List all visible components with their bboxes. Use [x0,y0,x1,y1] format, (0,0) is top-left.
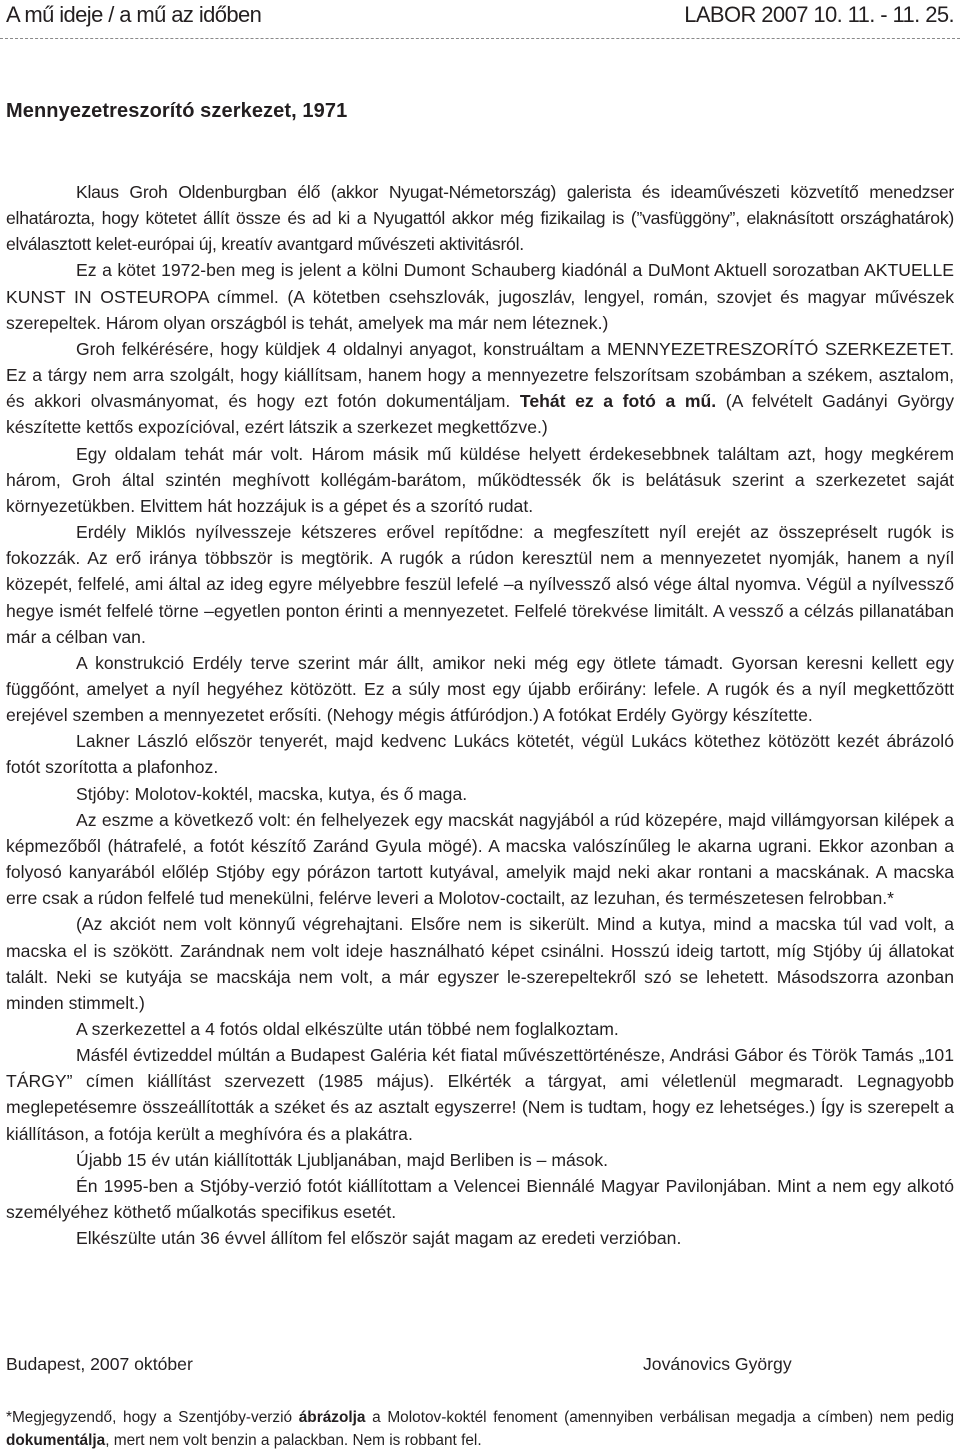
footnote-text [6,1406,954,1452]
paragraph: Lakner László először tenyerét, majd kedvenc Lukács kötetét, végül Lukács kötethez kötözött kezét ábrázoló fotót szorította a plafonhoz. [6,731,954,778]
footnote-emphasis: dokumentálja [6,1432,106,1449]
paragraph: Egy oldalam tehát már volt. Három másik mű küldése helyett érdekesebbnek találtam azt, hogy megkérem három, Groh által szintén meghívott kollégám-barátom, működtessék ők is belátásuk szerint a szerkezetet saját környezetükben. Elvittem hát hozzájuk is a gépet és a szorító rudat. [6,443,954,516]
paragraph-text: Groh felkérésére, hogy küldjek 4 oldalnyi anyagot, konstruáltam a MENNYEZETRESZORÍTÓ SZERKEZETET. Ez a tárgy nem arra szolgált, hogy kiállítsam, hanem hogy a mennyezetre felszorítsam szobámban a székem, asztalom, és akkori olvasmányomat, és hogy ezt fotón dokumentáljam. [6,338,954,412]
paragraph: Klaus Groh Oldenburgban élő (akkor Nyugat-Németország) galerista és ideaművészeti közvetítő menedzser elhatározta, hogy kötetet állít össze és ad ki a Nyugattól akkor még fizikailag is (”vasfüggöny”, elaknásított országhatárok) elválasztott kelet-európai új, kreatív avantgard művészeti aktivitásról. [6,182,954,255]
paragraph: Elkészülte után 36 évvel állítom fel először saját magam az eredeti verzióban. [76,1228,682,1249]
header-divider [0,38,960,39]
paragraph: Stjóby: Molotov-koktél, macska, kutya, és ő maga. [76,783,468,804]
paragraph: A konstrukció Erdély terve szerint már állt, amikor neki még egy ötlete támadt. Gyorsan keresni kellett egy függőónt, amelyet a nyíl hegyéhez kötözött. Ez a súly most egy újabb erőirány: lefele. A rugók és a nyíl megkettőzött erejével szemben a mennyezetet erősíti. (Nehogy mégis átfúródjon.) A fotókat Erdély György készítette. [6,652,954,726]
author-name: Jovánovics György [643,1354,792,1374]
paragraph: Ez a kötet 1972-ben meg is jelent a kölni Dumont Schauberg kiadónál a DuMont Aktuell sorozatban AKTUELLE KUNST IN OSTEUROPA címmel. (A kötetben csehszlovák, jugoszláv, lengyel, román, szovjet és magyar művészek szerepeltek. Három olyan országból is tehát, amelyek ma már nem léteznek.) [6,260,954,333]
paragraph [6,336,954,441]
place-and-date: Budapest, 2007 október [6,1354,193,1374]
header-section-title: A mű ideje / a mű az időben [6,2,262,27]
paragraph-text: (A felvételt Gadányi György készítette kettős expozícióval, ezért látszik a szerkezet megkettőzve.) [6,391,954,438]
article-body [6,179,954,1251]
paragraph: Másfél évtizeddel múltán a Budapest Galéria két fiatal művészettörténésze, Andrási Gábor és Török Tamás „101 TÁRGY” címen kiállítást szervezett (1985 május). Elkérték a tárgyat, ami véletlenül megmaradt. Legnagyobb meglepetésemre összeállították a széket és az asztalt egyszerre! (Nem is tudtam, hogy ez lehetséges.) Így is szerepelt a kiállításon, a fotója került a meghívóra és a plakátra. [6,1045,954,1144]
footnote-part: a Molotov-koktél fenoment (amennyiben verbálisan megadja a címben) nem pedig [372,1409,954,1426]
emphasis: Tehát ez a fotó a mű. [519,391,717,412]
paragraph: Újabb 15 év után kiállították Ljubljanában, majd Berliben is – mások. [76,1149,609,1170]
paragraph: (Az akciót nem volt könnyű végrehajtani. Elsőre nem is sikerült. Mind a kutya, mind a macska túl vad volt, a macska el is szökött. Zarándnak nem volt ideje használható képet csinálni. Hosszú ideig tartott, míg Stjóby új állatokat talált. Neki se kutyája se macskája nem volt, a már egyszer le-szerepeltekről szó se lehetett. Másodszorra azonban minden stimmelt.) [6,914,954,1013]
article-title: Mennyezetreszorító szerkezet, 1971 [6,100,348,122]
paragraph: Én 1995-ben a Stjóby-verzió fotót kiállítottam a Velencei Biennálé Magyar Pavilonjában. Mint a nem egy alkotó személyéhez köthető műalkotás specifikus esetét. [6,1175,954,1223]
footnote-part: *Megjegyzendő, hogy a Szentjóby-verzió [6,1409,293,1426]
footnote-emphasis: ábrázolja [298,1409,366,1426]
paragraph: Erdély Miklós nyílvesszeje kétszeres erővel repítődne: a megfeszített nyíl erejét az összepréselt rugók is fokozzák. Az erő iránya többször is megtörik. A rugók a rúdon keresztül nem a mennyezetet nyomják, hanem a nyíl közepét, felfelé, ami által az ideg egyre mélyebbre feszül lefelé –a nyílvessző alsó vége által nyomva. Végül a nyílvessző hegye ismét felfelé törne –egyetlen ponton érinti a mennyezetet. Felfelé törekvése limitált. A vessző a célzás pillanatában már a célban van. [6,522,954,647]
header-exhibition-info: LABOR 2007 10. 11. - 11. 25. [684,2,954,27]
footnote-part: , mert nem volt benzin a palackban. Nem is robbant fel. [105,1432,482,1449]
footnote [6,1406,954,1452]
paragraph: Az eszme a következő volt: én felhelyezek egy macskát nagyjából a rúd közepére, majd villámgyorsan kilépek a képmezőből (hátrafelé, a fotót készítő Zaránd Gyula mögé). A macska valószínűleg le akarna ugrani. Ekkor azonban a folyosó kanyarából előlép Stjóby egy pórázon tartott kutyával, amelyik majd neki akar rontani a macskának. A macska erre csak a rúdon felfelé tud menekülni, felérve leveri a Molotov-coctailt, az lezuhan, és természetesen felrobban.* [6,809,954,909]
paragraph: A szerkezettel a 4 fotós oldal elkészülte után többé nem foglalkoztam. [76,1019,619,1039]
running-header [0,0,960,40]
